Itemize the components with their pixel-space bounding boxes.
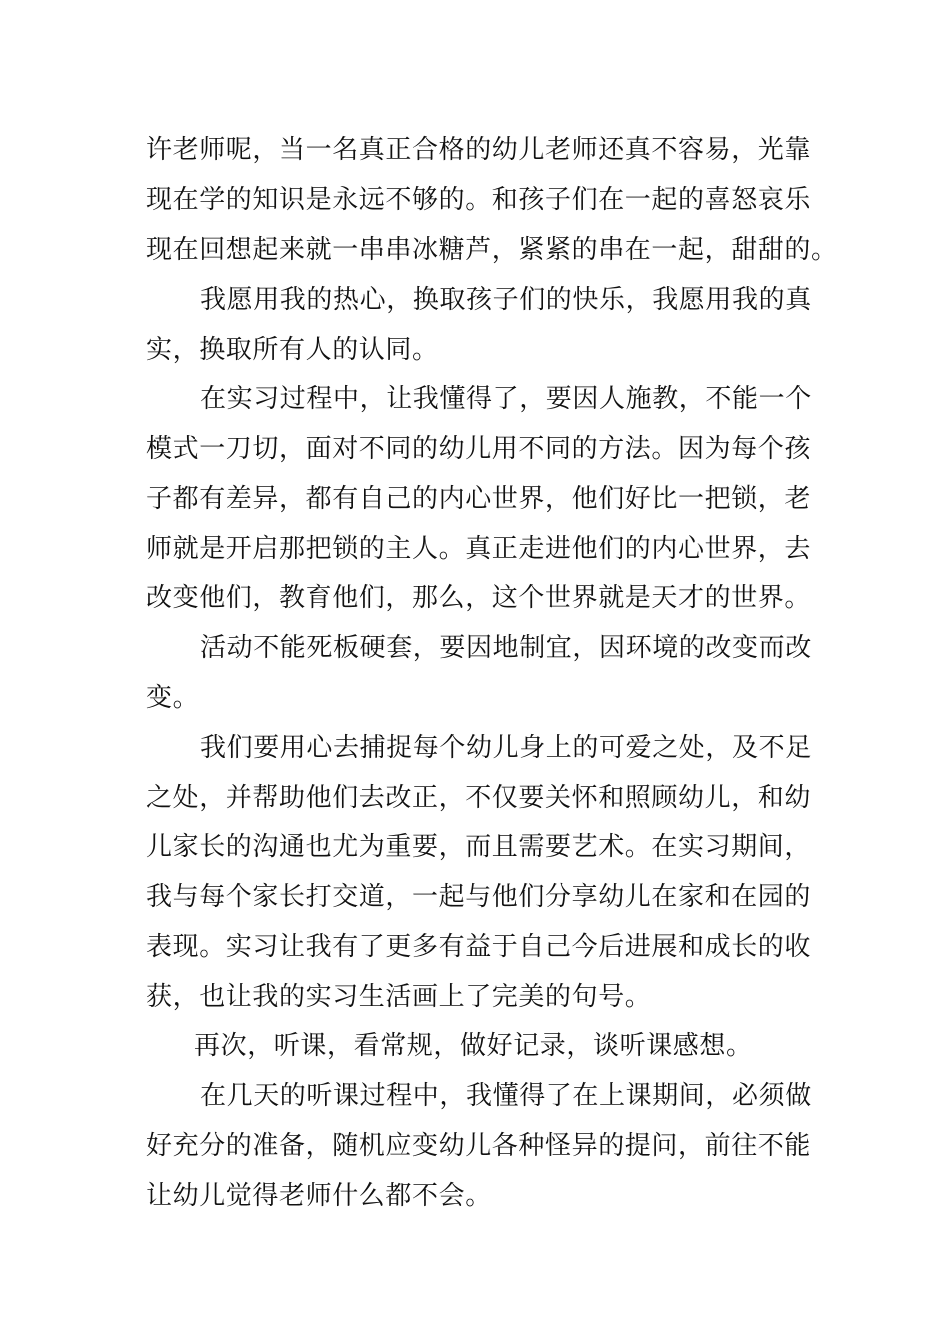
paragraph-first-line: 在几天的听课过程中，我懂得了在上课期间，必须做 bbox=[200, 1081, 812, 1111]
text-line: 儿家长的沟通也尤为重要，而且需要艺术。在实习期间， bbox=[146, 832, 812, 862]
text-line: 模式一刀切，面对不同的幼儿用不同的方法。因为每个孩 bbox=[146, 434, 812, 464]
paragraph-first-line: 我愿用我的热心，换取孩子们的快乐，我愿用我的真 bbox=[200, 285, 812, 315]
text-line: 许老师呢，当一名真正合格的幼儿老师还真不容易，光靠 bbox=[146, 135, 812, 165]
text-line: 现在学的知识是永远不够的。和孩子们在一起的喜怒哀乐 bbox=[146, 185, 812, 215]
text-line: 变。 bbox=[146, 683, 200, 713]
text-line: 改变他们，教育他们，那么，这个世界就是天才的世界。 bbox=[146, 583, 812, 613]
text-line: 让幼儿觉得老师什么都不会。 bbox=[146, 1181, 492, 1211]
paragraph-first-line: 再次，听课，看常规，做好记录，谈听课感想。 bbox=[194, 1031, 753, 1061]
paragraph-first-line: 我们要用心去捕捉每个幼儿身上的可爱之处，及不足 bbox=[200, 733, 812, 763]
text-line: 表现。实习让我有了更多有益于自己今后进展和成长的收 bbox=[146, 932, 812, 962]
text-line: 好充分的准备，随机应变幼儿各种怪异的提问，前往不能 bbox=[146, 1131, 812, 1161]
text-line: 师就是开启那把锁的主人。真正走进他们的内心世界，去 bbox=[146, 534, 812, 564]
paragraph-first-line: 在实习过程中，让我懂得了，要因人施教，不能一个 bbox=[200, 384, 812, 414]
text-line: 现在回想起来就一串串冰糖芦，紧紧的串在一起，甜甜的。 bbox=[146, 235, 838, 265]
text-line: 获，也让我的实习生活画上了完美的句号。 bbox=[146, 982, 652, 1012]
text-line: 我与每个家长打交道，一起与他们分享幼儿在家和在园的 bbox=[146, 882, 812, 912]
text-line: 子都有差异，都有自己的内心世界，他们好比一把锁，老 bbox=[146, 484, 812, 514]
text-line: 之处，并帮助他们去改正，不仅要关怀和照顾幼儿，和幼 bbox=[146, 783, 812, 813]
text-line: 实，换取所有人的认同。 bbox=[146, 335, 439, 365]
paragraph-first-line: 活动不能死板硬套，要因地制宜，因环境的改变而改 bbox=[200, 633, 812, 663]
